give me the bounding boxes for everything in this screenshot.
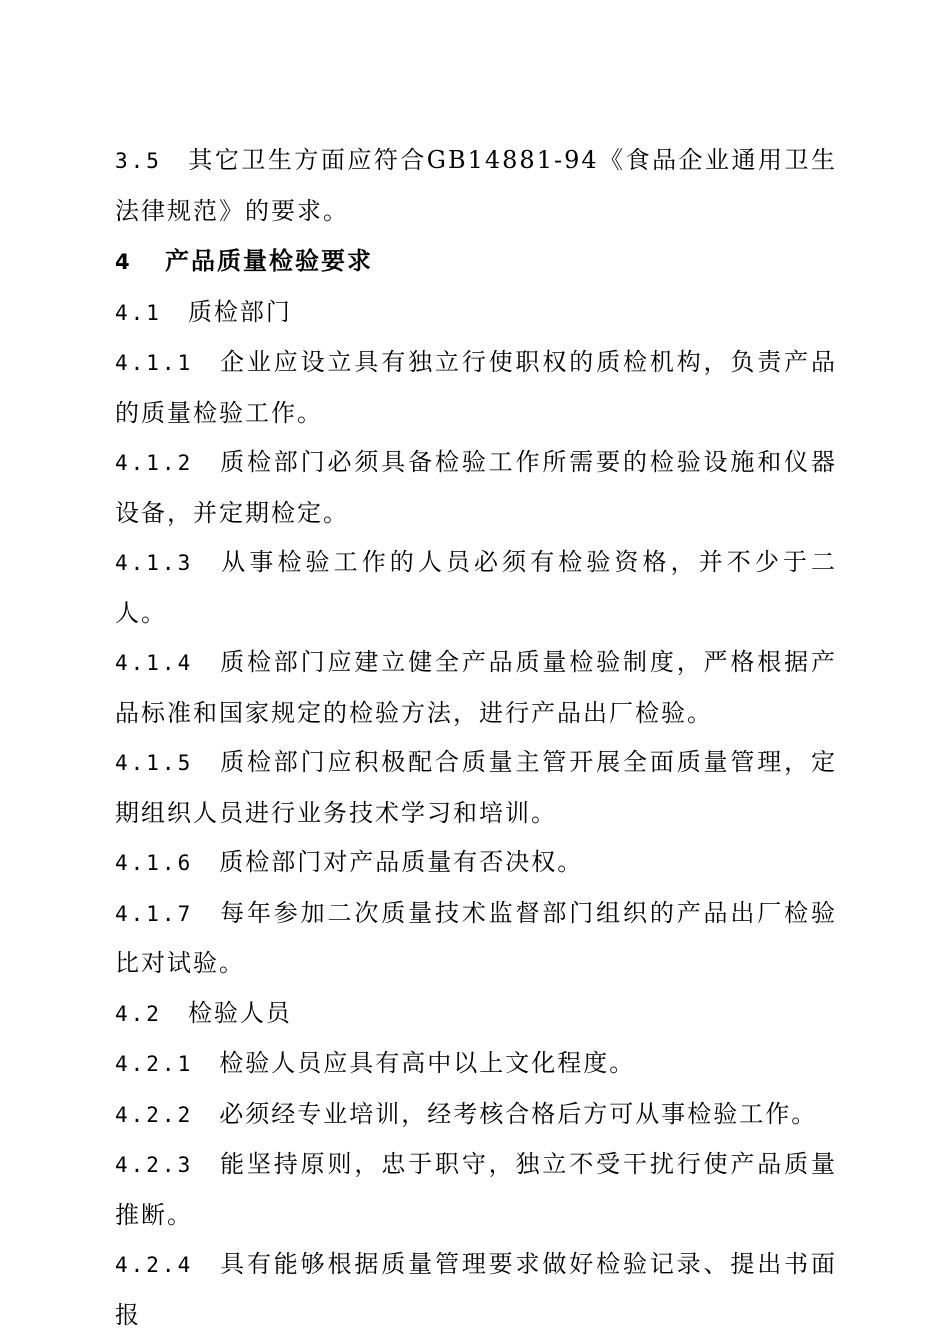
clause-text: 必须经专业培训，经考核合格后方可从事检验工作。 bbox=[219, 1099, 818, 1128]
clause-text: 其它卫生方面应符合GB14881-94《食品企业通用卫生法律规范》的要求。 bbox=[115, 146, 837, 225]
clause-number: 4.1.6 bbox=[115, 851, 194, 875]
clause-text: 质检部门对产品质量有否决权。 bbox=[219, 848, 584, 876]
clause-text: 企业应设立具有独立行使职权的质检机构，负责产品的质量检验工作。 bbox=[115, 348, 837, 427]
clause-number: 4.2.2 bbox=[115, 1102, 194, 1127]
clause-number: 4.1.7 bbox=[115, 901, 194, 926]
clause-number: 4.2.1 bbox=[115, 1052, 194, 1076]
clause-text: 能坚持原则，忠于职守，独立不受干扰行使产品质量推断。 bbox=[115, 1150, 837, 1229]
clause-number: 4.1.5 bbox=[115, 751, 194, 775]
clause-number: 4.1 bbox=[115, 300, 162, 325]
clause-text: 质检部门必须具备检验工作所需要的检验设施和仪器设备，并定期检定。 bbox=[115, 448, 837, 527]
paragraph-4-1-6 bbox=[115, 838, 837, 889]
clause-text: 检验人员应具有高中以上文化程度。 bbox=[219, 1049, 636, 1077]
paragraph-4-1-1 bbox=[115, 338, 837, 438]
clause-number: 4.1.1 bbox=[115, 351, 194, 375]
section-heading-4 bbox=[115, 236, 837, 288]
clause-text: 质检部门 bbox=[187, 297, 292, 326]
paragraph-4-1-2 bbox=[115, 438, 837, 538]
clause-number: 4 bbox=[115, 250, 133, 274]
paragraph-4-2-1 bbox=[115, 1039, 837, 1090]
clause-text: 具有能够根据质量管理要求做好检验记录、提出书面报 bbox=[115, 1250, 837, 1329]
clause-text: 质检部门应建立健全产品质量检验制度，严格根据产品标准和国家规定的检验方法，进行产品出厂检验。 bbox=[115, 648, 837, 727]
clause-number: 4.2 bbox=[115, 1001, 162, 1026]
clause-text: 质检部门应积极配合质量主管开展全面质量管理，定期组织人员进行业务技术学习和培训。 bbox=[115, 748, 837, 827]
paragraph-4-2-2 bbox=[115, 1090, 837, 1141]
document-body bbox=[115, 136, 837, 1340]
paragraph-4-1 bbox=[115, 288, 837, 339]
paragraph-4-2 bbox=[115, 989, 837, 1040]
paragraph-3-5 bbox=[115, 136, 837, 236]
clause-text: 从事检验工作的人员必须有检验资格，并不少于二人。 bbox=[115, 548, 837, 627]
clause-text: 产品质量检验要求 bbox=[165, 246, 373, 275]
clause-text: 检验人员 bbox=[187, 998, 292, 1027]
paragraph-4-1-3 bbox=[115, 538, 837, 638]
clause-number: 4.1.2 bbox=[115, 451, 194, 475]
clause-text: 每年参加二次质量技术监督部门组织的产品出厂检验比对试验。 bbox=[115, 898, 837, 977]
clause-number: 4.1.4 bbox=[115, 651, 194, 675]
paragraph-4-1-7 bbox=[115, 889, 837, 989]
paragraph-4-2-3 bbox=[115, 1140, 837, 1240]
paragraph-4-2-4 bbox=[115, 1240, 837, 1340]
clause-number: 3.5 bbox=[115, 149, 162, 173]
paragraph-4-1-4 bbox=[115, 638, 837, 738]
clause-number: 4.2.4 bbox=[115, 1253, 194, 1277]
clause-number: 4.2.3 bbox=[115, 1153, 194, 1177]
clause-number: 4.1.3 bbox=[115, 551, 194, 575]
paragraph-4-1-5 bbox=[115, 738, 837, 838]
